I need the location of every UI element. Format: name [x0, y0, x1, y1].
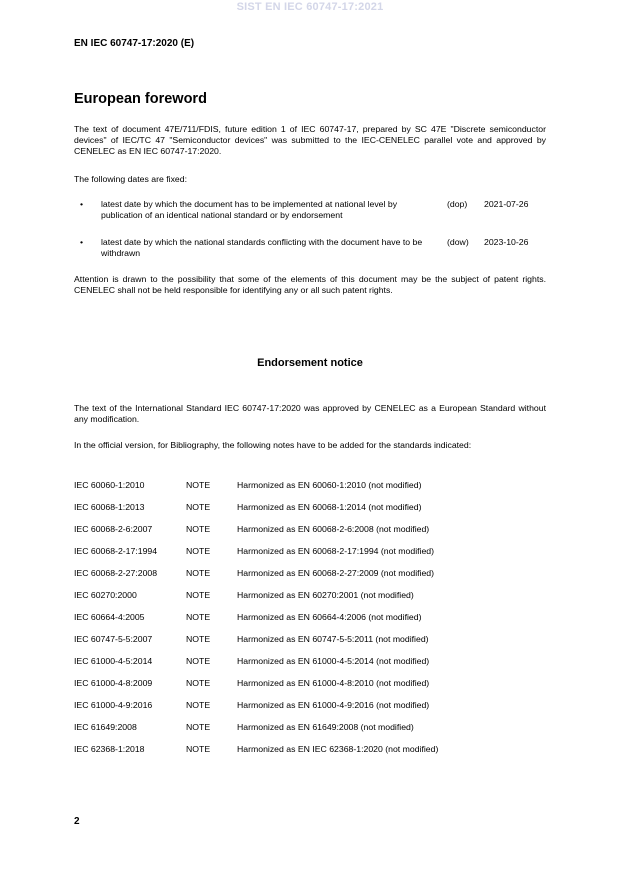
note-row	[74, 700, 546, 722]
note-label: NOTE	[186, 568, 211, 578]
note-label: NOTE	[186, 744, 211, 754]
watermark: SIST EN IEC 60747-17:2021	[236, 1, 384, 13]
note-text: Harmonized as EN 60060-1:2010 (not modified)	[237, 480, 422, 490]
note-row	[74, 590, 546, 612]
note-row	[74, 480, 546, 502]
note-row	[74, 502, 546, 524]
note-text: Harmonized as EN 60664-4:2006 (not modified)	[237, 612, 422, 622]
note-standard: IEC 61000-4-9:2016	[74, 700, 153, 710]
bibliography-notes	[74, 480, 546, 766]
note-text: Harmonized as EN 60068-2-17:1994 (not modified)	[237, 546, 435, 556]
note-text: Harmonized as EN 60747-5-5:2011 (not modified)	[237, 634, 429, 644]
document-id: EN IEC 60747-17:2020 (E)	[74, 38, 195, 49]
note-standard: IEC 60664-4:2005	[74, 612, 145, 622]
note-standard: IEC 60068-2-27:2008	[74, 568, 158, 578]
note-label: NOTE	[186, 634, 211, 644]
note-label: NOTE	[186, 480, 211, 490]
note-row	[74, 634, 546, 656]
note-label: NOTE	[186, 700, 211, 710]
date-item-code: (dop)	[447, 199, 468, 209]
note-label: NOTE	[186, 656, 211, 666]
note-row	[74, 524, 546, 546]
note-text: Harmonized as EN 60068-2-27:2009 (not modified)	[237, 568, 435, 578]
note-standard: IEC 60068-1:2013	[74, 502, 145, 512]
note-text: Harmonized as EN 60068-2-6:2008 (not modified)	[237, 524, 430, 534]
bullet-icon: •	[80, 199, 84, 209]
endorsement-paragraph-2: In the official version, for Bibliography, the following notes have to be added for the standards indicated:	[74, 440, 472, 450]
note-row	[74, 546, 546, 568]
note-text: Harmonized as EN 61000-4-5:2014 (not modified)	[237, 656, 430, 666]
note-label: NOTE	[186, 502, 211, 512]
date-item-date: 2021-07-26	[484, 199, 529, 209]
note-row	[74, 744, 546, 766]
note-standard: IEC 60060-1:2010	[74, 480, 145, 490]
note-text: Harmonized as EN IEC 62368-1:2020 (not modified)	[237, 744, 439, 754]
note-text: Harmonized as EN 61649:2008 (not modified)	[237, 722, 414, 732]
note-standard: IEC 60068-2-17:1994	[74, 546, 158, 556]
note-standard: IEC 62368-1:2018	[74, 744, 145, 754]
note-row	[74, 568, 546, 590]
date-item-date: 2023-10-26	[484, 237, 529, 247]
note-label: NOTE	[186, 590, 211, 600]
endorsement-paragraph-1: The text of the International Standard IEC 60747-17:2020 was approved by CENELEC as a European Standard without any modification.	[74, 403, 546, 424]
date-item-text: latest date by which the national standards conflicting with the document have to be withdrawn	[101, 237, 423, 258]
page-number: 2	[74, 816, 80, 827]
note-label: NOTE	[186, 612, 211, 622]
foreword-title: European foreword	[74, 91, 207, 107]
bullet-icon: •	[80, 237, 84, 247]
note-text: Harmonized as EN 60270:2001 (not modified)	[237, 590, 414, 600]
note-row	[74, 656, 546, 678]
note-label: NOTE	[186, 678, 211, 688]
note-standard: IEC 61000-4-5:2014	[74, 656, 153, 666]
note-standard: IEC 60068-2-6:2007	[74, 524, 153, 534]
note-row	[74, 678, 546, 700]
note-label: NOTE	[186, 524, 211, 534]
note-standard: IEC 61649:2008	[74, 722, 137, 732]
note-text: Harmonized as EN 60068-1:2014 (not modified)	[237, 502, 422, 512]
note-standard: IEC 60270:2000	[74, 590, 137, 600]
date-item-code: (dow)	[447, 237, 469, 247]
date-item-text: latest date by which the document has to be implemented at national level by publication of an identical national standard or by endorsement	[101, 199, 398, 220]
note-row	[74, 722, 546, 744]
note-text: Harmonized as EN 61000-4-9:2016 (not modified)	[237, 700, 430, 710]
foreword-paragraph-1: The text of document 47E/711/FDIS, future edition 1 of IEC 60747-17, prepared by SC 47E "Discrete semiconductor devices" of IEC/TC 47 "Semiconductor devices" was submitted to the IEC-CENELEC parallel vote and approved by CENELEC as EN IEC 60747-17:2020.	[74, 124, 546, 156]
foreword-paragraph-2: The following dates are fixed:	[74, 174, 188, 184]
foreword-paragraph-3: Attention is drawn to the possibility that some of the elements of this document may be the subject of patent rights. CENELEC shall not be held responsible for identifying any or all such patent rights.	[74, 274, 546, 295]
endorsement-title: Endorsement notice	[257, 357, 363, 369]
note-standard: IEC 60747-5-5:2007	[74, 634, 153, 644]
note-label: NOTE	[186, 722, 211, 732]
note-label: NOTE	[186, 546, 211, 556]
note-row	[74, 612, 546, 634]
note-standard: IEC 61000-4-8:2009	[74, 678, 153, 688]
note-text: Harmonized as EN 61000-4-8:2010 (not modified)	[237, 678, 430, 688]
